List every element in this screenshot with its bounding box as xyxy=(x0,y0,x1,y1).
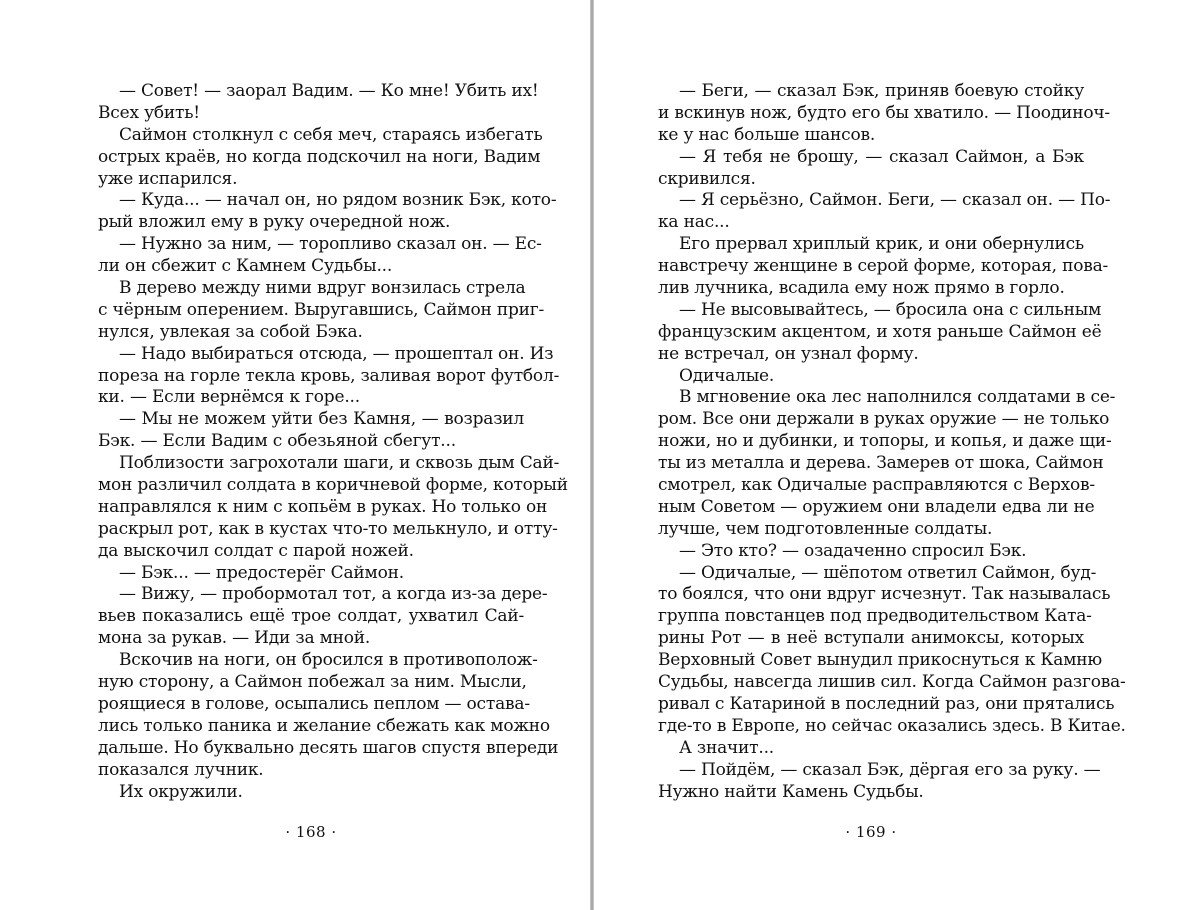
text-line: — Вижу, — пробормотал тот, а когда из-за дере- xyxy=(119,584,548,605)
text-line: да выскочил солдат с парой ножей. xyxy=(98,540,414,561)
text-line: ром. Все они держали в руках оружие — не только xyxy=(658,409,1110,430)
text-line: направлялся к ним с копьём в руках. Но только он xyxy=(98,496,548,517)
text-line: не встречал, он узнал форму. xyxy=(658,343,919,364)
text-line: раскрыл рот, как в кустах что-то мелькнуло, и отту- xyxy=(98,518,558,539)
text-line: Верховный Совет вынудил прикоснуться к Камню xyxy=(658,650,1102,671)
text-line: — Не высовывайтесь, — бросила она с сильным xyxy=(679,299,1102,320)
text-line: — Надо выбираться отсюда, — прошептал он. Из xyxy=(119,343,554,364)
text-line: ным Советом — оружием они владели едва ли не xyxy=(658,496,1095,517)
text-line: — Это кто? — озадаченно спросил Бэк. xyxy=(679,540,1027,561)
text-line: ке у нас больше шансов. xyxy=(658,124,876,145)
text-line: рый вложил ему в руку очередной нож. xyxy=(98,212,451,233)
text-line: — Пойдём, — сказал Бэк, дёргая его за руку. — xyxy=(679,759,1101,780)
text-line: Всех убить! xyxy=(98,102,200,123)
text-line: В дерево между ними вдруг вонзилась стрела xyxy=(119,278,526,299)
text-line: — Нужно за ним, — торопливо сказал он. — Ес- xyxy=(119,234,542,255)
text-line: Нужно найти Камень Судьбы. xyxy=(658,781,924,802)
text-line: мон различил солдата в коричневой форме, который xyxy=(98,475,568,496)
text-line: и вскинув нож, будто его бы хватило. — Поодиноч- xyxy=(658,102,1110,123)
text-line: лив лучника, всадила ему нож прямо в горло. xyxy=(658,278,1065,299)
text-line: Вскочив на ноги, он бросился в противополож- xyxy=(119,650,538,671)
text-line: ты из металла и дерева. Замерев от шока, Саймон xyxy=(658,453,1104,474)
right-page-text xyxy=(658,81,1126,803)
text-line: — Одичалые, — шёпотом ответил Саймон, буд- xyxy=(679,562,1097,583)
text-line: — Беги, — сказал Бэк, приняв боевую стойку xyxy=(679,81,1084,101)
left-page-number: · 168 · xyxy=(285,823,337,841)
text-line: Саймон столкнул с себя меч, стараясь избегать xyxy=(119,124,543,145)
text-line: роящиеся в голове, осыпались пеплом — остава- xyxy=(98,693,530,714)
text-line: — Я серьёзно, Саймон. Беги, — сказал он. — По- xyxy=(679,190,1111,211)
text-line: — Мы не можем уйти без Камня, — возразил xyxy=(119,409,524,430)
text-line: ножи, но и дубинки, и топоры, и копья, и даже щи- xyxy=(658,431,1112,452)
text-line: уже испарился. xyxy=(98,168,238,189)
right-page xyxy=(594,0,1187,910)
text-line: пореза на горле текла кровь, заливая ворот футбол- xyxy=(98,365,560,386)
text-line: ка нас... xyxy=(658,212,730,233)
text-line: вьев показались ещё трое солдат, ухватил Сай- xyxy=(98,606,524,627)
text-line: скривился. xyxy=(658,168,756,189)
left-page-text xyxy=(98,81,568,803)
text-line: Его прервал хриплый крик, и они обернулись xyxy=(679,234,1084,255)
text-line: то боялся, что они вдруг исчезнут. Так называлась xyxy=(658,584,1111,605)
text-line: Одичалые. xyxy=(679,365,775,386)
text-line: навстречу женщине в серой форме, которая, пова- xyxy=(658,256,1109,277)
text-line: — Бэк... — предостерёг Саймон. xyxy=(119,562,404,583)
text-line: где-то в Европе, но сейчас оказались здесь. В Китае. xyxy=(658,715,1126,736)
text-line: ривал с Катариной в последний раз, они прятались xyxy=(658,693,1115,714)
text-line: Их окружили. xyxy=(119,781,243,802)
text-line: группа повстанцев под предводительством Ката- xyxy=(658,606,1092,627)
text-line: французским акцентом, и хотя раньше Саймон её xyxy=(658,321,1102,342)
text-line: лучше, чем подготовленные солдаты. xyxy=(658,518,993,539)
text-line: — Я тебя не брошу, — сказал Саймон, а Бэк xyxy=(679,146,1084,167)
text-line: Судьбы, навсегда лишив сил. Когда Саймон разгова- xyxy=(658,672,1126,693)
text-line: с чёрным оперением. Выругавшись, Саймон приг- xyxy=(98,299,545,320)
text-line: ную сторону, а Саймон побежал за ним. Мысли, xyxy=(98,672,527,693)
text-line: лись только паника и желание сбежать как можно xyxy=(98,715,550,736)
text-line: смотрел, как Одичалые расправляются с Верхов- xyxy=(658,475,1095,496)
text-line: А значит... xyxy=(679,737,775,758)
text-line: мона за рукав. — Иди за мной. xyxy=(98,628,371,649)
text-line: нулся, увлекая за собой Бэка. xyxy=(98,321,363,342)
right-page-number: · 169 · xyxy=(845,823,897,841)
text-line: дальше. Но буквально десять шагов спустя впереди xyxy=(98,737,559,758)
text-line: рины Рот — в неё вступали анимоксы, которых xyxy=(658,628,1084,649)
text-line: — Куда... — начал он, но рядом возник Бэк, кото- xyxy=(119,190,557,211)
text-line: острых краёв, но когда подскочил на ноги, Вадим xyxy=(98,146,541,167)
text-line: — Совет! — заорал Вадим. — Ко мне! Убить их! xyxy=(119,81,539,101)
text-line: ки. — Если вернёмся к горе... xyxy=(98,387,360,408)
text-line: В мгновение ока лес наполнился солдатами в се- xyxy=(679,387,1116,408)
text-line: Бэк. — Если Вадим с обезьяной сбегут... xyxy=(98,431,456,452)
text-line: ли он сбежит с Камнем Судьбы... xyxy=(98,256,393,277)
text-line: Поблизости загрохотали шаги, и сквозь дым Сай- xyxy=(119,453,560,474)
left-page xyxy=(0,0,590,910)
text-line: показался лучник. xyxy=(98,759,264,780)
